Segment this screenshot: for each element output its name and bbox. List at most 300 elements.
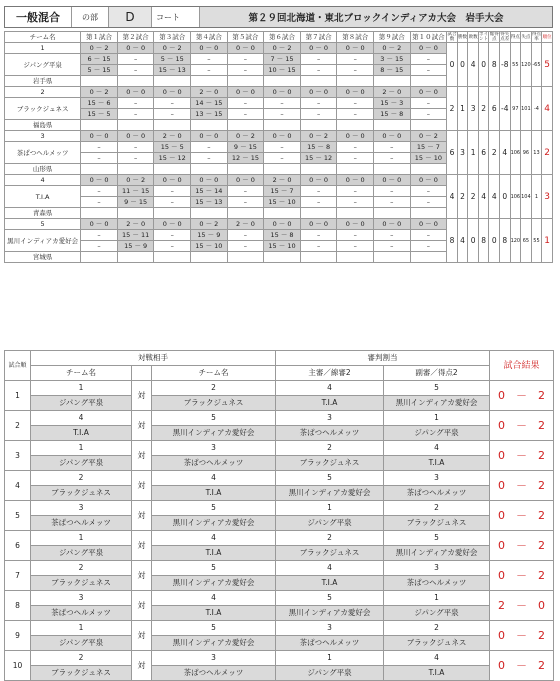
stat-cell: 6 [447,131,458,175]
score-cell: – [264,109,301,120]
schedule-row [5,456,554,471]
score-cell: 8 － 15 [374,65,411,76]
score-b: 2 [538,538,546,552]
score-cell: 0 － 2 [81,87,118,98]
score-cell: 0 － 0 [191,175,228,186]
score-cell: – [374,153,411,164]
team-name: 黒川インディアカ愛好会 [5,230,81,252]
chief-referee-header: 主審／線審2 [276,366,384,381]
stat-header: ポイント [479,32,489,42]
score-cell: 0 － 0 [117,87,154,98]
match-number: 8 [5,591,31,621]
match-header: 第３試合 [154,32,191,43]
team-b-name: ブラックジュネス [152,396,276,411]
score-cell: 0 － 0 [227,87,264,98]
score-cell [154,76,191,87]
score-cell [300,252,337,263]
score-b: 2 [538,628,546,642]
team-a-number: 4 [31,411,132,426]
match-number: 4 [5,471,31,501]
match-header: 第５試合 [227,32,264,43]
stat-cell: 55 [531,219,542,263]
score-cell: – [410,109,447,120]
stat-cell: 1 [542,219,553,263]
team-a-name: ジパング平泉 [31,456,132,471]
score-cell: 0 － 0 [337,175,374,186]
team-a-name: 茶ぱつヘルメッツ [31,606,132,621]
score-cell [227,252,264,263]
score-cell [374,120,411,131]
court-label: コート [152,7,200,27]
score-cell: – [300,241,337,252]
score-cell: – [81,153,118,164]
score-cell: 7 － 15 [264,54,301,65]
score-cell [374,76,411,87]
score-cell: 0 － 2 [264,43,301,54]
match-header: 第８試合 [337,32,374,43]
schedule-row [5,396,554,411]
stat-cell: 106 [510,131,521,175]
score-cell: 0 － 0 [374,175,411,186]
schedule-row [5,501,554,516]
score-cell: 13 － 15 [191,109,228,120]
score-cell: 15 － 13 [191,197,228,208]
team-b-number: 5 [152,561,276,576]
score-b: 0 [538,598,546,612]
schedule-row [5,651,554,666]
score-cell [337,120,374,131]
score-cell: 15 － 12 [154,153,191,164]
sub-referee-number: 2 [384,621,490,636]
score-cell: – [410,65,447,76]
score-cell: – [81,197,118,208]
score-cell: – [337,186,374,197]
stat-cell: 97 [510,87,521,131]
league-table [4,31,553,263]
score-cell: – [154,98,191,109]
stat-cell: 5 [542,43,553,87]
chief-referee-name: ブラックジュネス [276,456,384,471]
score-cell [81,252,118,263]
stat-cell: 2 [457,175,468,219]
vs-label: 対 [132,561,152,591]
score-cell: 15 － 14 [191,186,228,197]
stat-cell: 3 [542,175,553,219]
division-label: D [109,7,152,27]
score-cell: – [191,153,228,164]
score-cell: 9 － 15 [117,197,154,208]
stat-cell: 55 [510,43,521,87]
stat-cell: 8 [447,219,458,263]
score-cell: 0 － 0 [81,131,118,142]
team-b-number: 3 [152,651,276,666]
score-cell [191,164,228,175]
score-cell [337,208,374,219]
score-cell: – [154,230,191,241]
schedule-header-row [5,351,554,366]
score-cell: – [374,186,411,197]
score-cell: – [374,197,411,208]
match-header: 第２試合 [117,32,154,43]
score-cell [410,208,447,219]
score-cell: – [117,54,154,65]
schedule-row [5,411,554,426]
score-cell: 2 － 0 [191,87,228,98]
score-cell [264,208,301,219]
league-team-row [5,175,553,186]
team-a-name: ジパング平泉 [31,636,132,651]
score-cell [374,164,411,175]
stat-header: 得点率 [531,32,541,42]
team-a-number: 3 [31,591,132,606]
score-cell: 0 － 0 [154,175,191,186]
score-a: 2 [498,598,506,612]
team-name: ジパング平泉 [5,54,81,76]
team-a-name: 茶ぱつヘルメッツ [31,516,132,531]
team-prefecture: 山形県 [5,164,81,175]
score-cell: – [300,54,337,65]
result-header: 試合結果 [490,351,554,381]
team-b-number: 4 [152,471,276,486]
stat-cell: 1 [531,175,542,219]
stat-cell: 6 [489,87,500,131]
match-number: 7 [5,561,31,591]
team-number: 2 [5,87,81,98]
score-cell: 11 － 15 [117,186,154,197]
score-cell: – [227,109,264,120]
score-cell [117,76,154,87]
score-cell: – [117,153,154,164]
score-dash: － [505,658,539,672]
team-b-number: 2 [152,381,276,396]
score-cell [117,164,154,175]
stat-cell: 0 [468,219,479,263]
sub-referee-number: 2 [384,501,490,516]
match-header: 第１０試合 [410,32,447,43]
score-cell: 0 － 0 [191,131,228,142]
score-cell: 15 － 8 [300,142,337,153]
team-number: 1 [5,43,81,54]
stat-cell: 2 [478,87,489,131]
tournament-title: 第２９回北海道・東北ブロックインディアカ大会 岩手大会 [200,7,552,27]
score-cell: – [300,109,337,120]
score-dash: － [505,628,539,642]
chief-referee-number: 4 [276,561,384,576]
sub-referee-number: 3 [384,471,490,486]
stat-header: 敗数 [468,32,479,43]
score-cell: – [117,65,154,76]
sub-referee-name: ブラックジュネス [384,636,490,651]
score-a: 0 [498,538,506,552]
score-cell: 0 － 0 [264,131,301,142]
score-cell [227,120,264,131]
vs-label: 対 [132,621,152,651]
score-cell: 0 － 0 [410,87,447,98]
match-number: 5 [5,501,31,531]
score-cell: 15 － 5 [154,142,191,153]
sub-referee-name: ブラックジュネス [384,516,490,531]
score-b: 2 [538,658,546,672]
team-b-name: 黒川インディアカ愛好会 [152,516,276,531]
score-cell [264,164,301,175]
score-cell: – [264,153,301,164]
score-cell: – [154,241,191,252]
vs-label: 対 [132,651,152,681]
stat-cell: 8 [500,219,511,263]
score-a: 0 [498,478,506,492]
match-header: 第６試合 [264,32,301,43]
stat-cell: 0 [478,43,489,87]
schedule-row [5,486,554,501]
sub-referee-number: 1 [384,591,490,606]
team-b-number: 5 [152,621,276,636]
team-b-number: 4 [152,531,276,546]
team-a-number: 2 [31,651,132,666]
stat-cell: 0 [500,175,511,219]
schedule-row [5,576,554,591]
score-cell [81,164,118,175]
score-dash: － [505,448,539,462]
match-result [490,471,554,501]
sub-referee-number: 4 [384,441,490,456]
match-result [490,591,554,621]
score-cell: 12 － 15 [227,153,264,164]
chief-referee-number: 5 [276,591,384,606]
stat-cell: 4 [447,175,458,219]
team-a-name: ブラックジュネス [31,666,132,681]
sub-referee-number: 5 [384,381,490,396]
stat-cell: 3 [468,87,479,131]
team-a-name: ジパング平泉 [31,546,132,561]
score-cell: – [81,186,118,197]
score-cell [191,76,228,87]
sub-referee-name: ジパング平泉 [384,426,490,441]
score-cell: 15 － 8 [264,230,301,241]
score-cell: 15 － 12 [300,153,337,164]
score-cell: – [337,54,374,65]
score-cell: 0 － 0 [117,43,154,54]
chief-referee-name: T.I.A [276,576,384,591]
score-cell: – [410,230,447,241]
stat-cell: -4 [531,87,542,131]
score-cell: – [154,186,191,197]
score-cell: – [337,197,374,208]
score-cell: 0 － 2 [374,43,411,54]
schedule-row [5,471,554,486]
stat-cell: 4 [468,43,479,87]
team-number: 3 [5,131,81,142]
chief-referee-name: ジパング平泉 [276,666,384,681]
team-a-name: ブラックジュネス [31,486,132,501]
sub-referee-name: 黒川インディアカ愛好会 [384,546,490,561]
stat-cell: 4 [542,87,553,131]
sub-referee-name: 茶ぱつヘルメッツ [384,486,490,501]
score-cell: – [300,230,337,241]
score-cell: 15 － 7 [410,142,447,153]
score-b: 2 [538,478,546,492]
team-a-number: 2 [31,471,132,486]
score-cell: 2 － 0 [264,175,301,186]
score-cell [154,252,191,263]
score-cell: – [337,241,374,252]
score-cell: – [264,142,301,153]
score-cell: 0 － 2 [81,43,118,54]
chief-referee-number: 1 [276,501,384,516]
score-cell: – [227,186,264,197]
team-name: 茶ぱつヘルメッツ [5,142,81,164]
score-cell: 2 － 0 [374,87,411,98]
score-cell [374,252,411,263]
score-cell: 2 － 0 [154,131,191,142]
team-b-name: T.I.A [152,606,276,621]
score-cell: – [337,142,374,153]
score-b: 2 [538,388,546,402]
schedule-table [4,350,554,681]
match-result [490,411,554,441]
score-cell [191,252,228,263]
match-header: 第７試合 [300,32,337,43]
team-a-number: 1 [31,441,132,456]
team-a-name: ブラックジュネス [31,576,132,591]
stat-cell: 4 [478,175,489,219]
sub-referee-name: 黒川インディアカ愛好会 [384,396,490,411]
stat-cell: 4 [500,131,511,175]
score-cell: 0 － 0 [300,87,337,98]
score-a: 0 [498,388,506,402]
score-cell [410,120,447,131]
sub-referee-name: T.I.A [384,456,490,471]
match-result [490,561,554,591]
score-cell: 0 － 0 [337,131,374,142]
vs-label: 対 [132,591,152,621]
stat-header: 試合数 [447,32,457,42]
team-a-header: チーム名 [31,366,132,381]
score-a: 0 [498,628,506,642]
match-number: 3 [5,441,31,471]
score-cell: 15 － 10 [264,241,301,252]
score-cell: – [154,109,191,120]
schedule-row [5,621,554,636]
match-header: 第９試合 [374,32,411,43]
score-cell: 0 － 0 [300,175,337,186]
match-number: 9 [5,621,31,651]
chief-referee-name: ジパング平泉 [276,516,384,531]
team-b-name: T.I.A [152,486,276,501]
stat-header: 失点 [521,32,532,43]
page-header [4,6,553,28]
sub-referee-number: 4 [384,651,490,666]
score-cell: 0 － 0 [117,131,154,142]
score-cell: – [191,54,228,65]
score-cell: 0 － 2 [410,131,447,142]
stat-cell: 104 [521,175,532,219]
chief-referee-name: 茶ぱつヘルメッツ [276,636,384,651]
team-b-number: 4 [152,591,276,606]
chief-referee-number: 3 [276,411,384,426]
score-cell: 14 － 15 [191,98,228,109]
chief-referee-name: 茶ぱつヘルメッツ [276,426,384,441]
chief-referee-number: 4 [276,381,384,396]
score-cell: 15 － 11 [117,230,154,241]
score-cell: 0 － 0 [337,43,374,54]
team-prefecture: 岩手県 [5,76,81,87]
stat-cell: -65 [531,43,542,87]
score-cell: 9 － 15 [227,142,264,153]
vs-label: 対 [132,381,152,411]
schedule-row [5,441,554,456]
team-a-number: 3 [31,501,132,516]
opponent-header: 対戦相手 [31,351,276,366]
stat-cell: 1 [468,131,479,175]
stat-cell: 2 [489,131,500,175]
score-cell [81,120,118,131]
sub-referee-number: 1 [384,411,490,426]
score-cell: – [227,241,264,252]
stat-header: 順位 [542,32,553,43]
score-cell: 0 － 0 [81,175,118,186]
score-cell: 0 － 2 [117,175,154,186]
score-cell: – [374,230,411,241]
score-dash: － [505,388,539,402]
schedule-row [5,666,554,681]
team-prefecture: 宮城県 [5,252,81,263]
team-b-name: 黒川インディアカ愛好会 [152,576,276,591]
score-cell: 0 － 0 [191,43,228,54]
score-cell [300,208,337,219]
league-team-row [5,131,553,142]
score-cell: – [410,186,447,197]
score-dash: － [505,418,539,432]
team-a-name: ジパング平泉 [31,396,132,411]
score-cell: – [410,54,447,65]
score-cell: 0 － 0 [410,219,447,230]
stat-cell: 96 [521,131,532,175]
stat-cell: 0 [447,43,458,87]
score-a: 0 [498,568,506,582]
score-cell: – [227,230,264,241]
score-cell: – [337,230,374,241]
score-cell: – [410,197,447,208]
score-cell: 15 － 6 [81,98,118,109]
stat-cell: 4 [489,175,500,219]
match-no-header: 試合順 [5,351,31,381]
score-cell: 0 － 0 [264,219,301,230]
stat-cell: 6 [478,131,489,175]
stat-header: 得点 [510,32,521,43]
score-cell: 0 － 0 [81,219,118,230]
score-cell [264,120,301,131]
score-cell [227,164,264,175]
team-a-name: T.I.A [31,426,132,441]
score-cell: – [227,197,264,208]
team-name: T.I.A [5,186,81,208]
score-cell: 0 － 0 [337,87,374,98]
team-b-name: 茶ぱつヘルメッツ [152,456,276,471]
score-cell: 0 － 0 [410,43,447,54]
team-b-name: 黒川インディアカ愛好会 [152,426,276,441]
score-cell: 3 － 15 [374,54,411,65]
stat-header: 勝数 [457,32,468,43]
schedule-row [5,426,554,441]
match-number: 2 [5,411,31,441]
sub-referee-number: 3 [384,561,490,576]
match-result [490,651,554,681]
team-name: ブラックジュネス [5,98,81,120]
score-cell [264,252,301,263]
schedule-row [5,531,554,546]
sub-referee-name: 茶ぱつヘルメッツ [384,576,490,591]
score-cell: 0 － 2 [154,43,191,54]
